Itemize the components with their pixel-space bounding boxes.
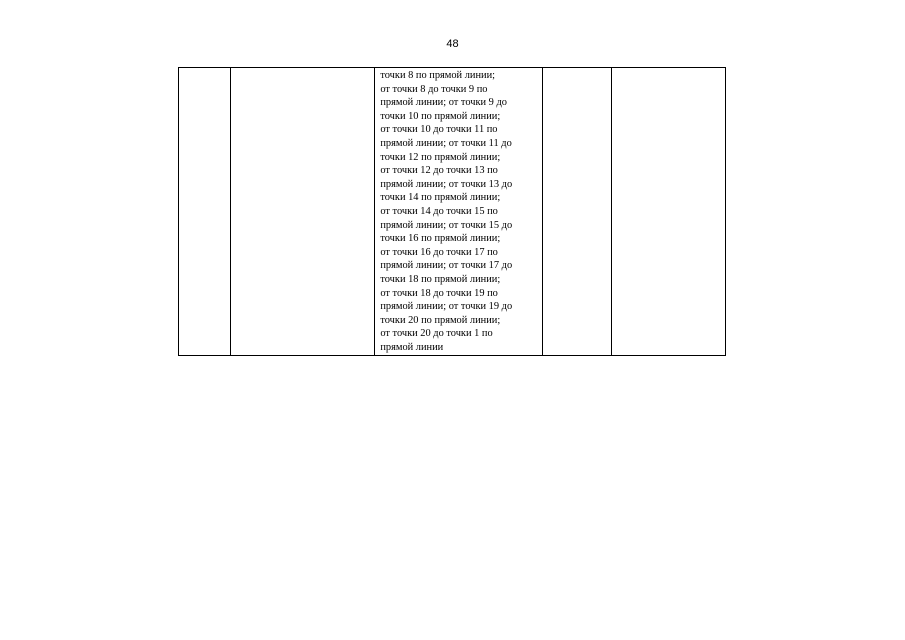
table-cell-col-2 [231,68,375,356]
boundary-line: точки 18 по прямой линии; [380,273,501,285]
boundary-line: прямой линии; от точки 19 до [380,301,513,313]
table-cell-col-5 [611,68,725,356]
boundary-line: точки 12 по прямой линии; [380,151,501,163]
boundary-line: прямой линии; от точки 9 до [380,97,507,109]
boundary-line: прямой линии; от точки 13 до [380,178,513,190]
boundary-line: от точки 10 до точки 11 по [380,124,498,136]
boundary-description [375,68,541,354]
boundary-line: от точки 18 до точки 19 по [380,287,498,299]
boundary-line: от точки 20 до точки 1 по [380,328,493,340]
boundary-line: прямой линии; от точки 11 до [380,137,512,149]
boundary-line: прямой линии; от точки 15 до [380,219,513,231]
boundary-line: от точки 14 до точки 15 по [380,205,498,217]
boundary-line: от точки 12 до точки 13 по [380,165,498,177]
boundary-line: прямой линии; от точки 17 до [380,260,513,272]
boundary-line: от точки 8 до точки 9 по [380,83,488,95]
table-cell-col-4 [542,68,611,356]
table-cell-col-1 [179,68,231,356]
boundary-line: от точки 16 до точки 17 по [380,246,498,258]
boundary-line: точки 8 по прямой линии; [380,70,496,81]
table-row [179,68,726,356]
boundary-line: точки 20 по прямой линии; [380,314,501,326]
table-cell-boundary-description [375,68,542,356]
boundary-line: точки 16 по прямой линии; [380,233,501,245]
boundary-line: точки 10 по прямой линии; [380,110,501,122]
boundary-line: точки 14 по прямой линии; [380,192,501,204]
boundary-table [178,67,726,356]
boundary-line: прямой линии [380,341,444,353]
page-number: 48 [446,38,459,50]
